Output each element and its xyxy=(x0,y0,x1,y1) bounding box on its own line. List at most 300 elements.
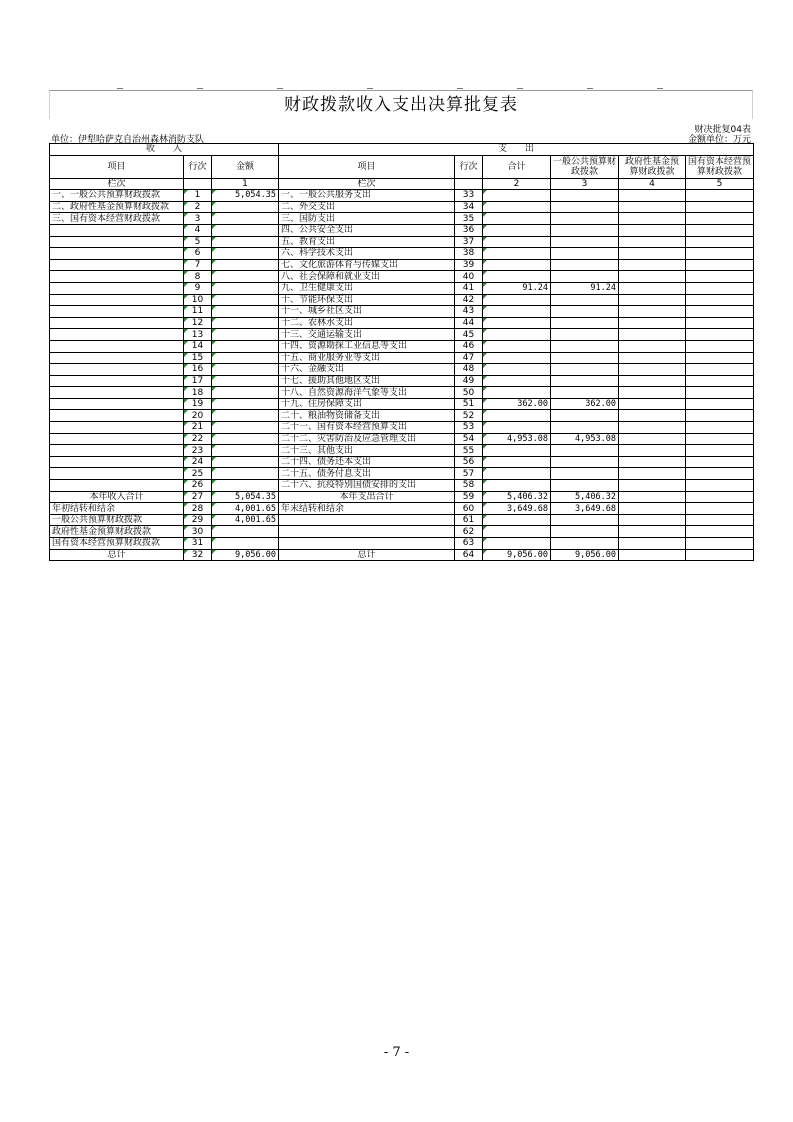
table-row xyxy=(50,340,754,352)
income-item-cell xyxy=(50,236,184,248)
general-budget-cell xyxy=(551,410,619,422)
expense-rowno-cell: 36 xyxy=(455,224,483,236)
income-group-header: 收 入 xyxy=(50,144,279,156)
expense-rowno-cell: 37 xyxy=(455,236,483,248)
table-row xyxy=(50,306,754,318)
income-rowno-cell: 31 xyxy=(184,538,212,550)
expense-total-cell xyxy=(483,445,551,457)
info-bar xyxy=(49,119,753,143)
state-capital-header: 国有资本经营预算财政拨款 xyxy=(686,155,754,178)
state-capital-cell xyxy=(686,514,754,526)
general-budget-cell xyxy=(551,329,619,341)
state-capital-cell xyxy=(686,387,754,399)
expense-item-cell: 年末结转和结余 xyxy=(279,503,455,515)
income-rowno-cell: 13 xyxy=(184,329,212,341)
col-empty xyxy=(455,178,483,190)
state-capital-cell xyxy=(686,248,754,260)
state-capital-cell xyxy=(686,329,754,341)
expense-total-cell xyxy=(483,538,551,550)
income-item-cell: 一般公共预算财政拨款 xyxy=(50,514,184,526)
expense-rowno-cell: 44 xyxy=(455,317,483,329)
income-rowno-cell: 18 xyxy=(184,387,212,399)
state-capital-cell xyxy=(686,224,754,236)
income-amount-cell xyxy=(212,422,279,434)
income-rowno-cell: 23 xyxy=(184,445,212,457)
general-budget-cell xyxy=(551,352,619,364)
general-budget-cell xyxy=(551,340,619,352)
income-amount-cell: 5,054.35 xyxy=(212,190,279,202)
expense-total-cell xyxy=(483,259,551,271)
income-amount-cell xyxy=(212,236,279,248)
income-item-cell: 国有资本经营预算财政拨款 xyxy=(50,538,184,550)
expense-item-cell: 九、卫生健康支出 xyxy=(279,282,455,294)
income-amount-cell xyxy=(212,480,279,492)
gov-fund-cell xyxy=(619,433,686,445)
income-rowno-cell: 30 xyxy=(184,526,212,538)
expense-total-cell xyxy=(483,352,551,364)
state-capital-cell xyxy=(686,468,754,480)
expense-total-header: 合计 xyxy=(483,155,551,178)
general-budget-header: 一般公共预算财政拨款 xyxy=(551,155,619,178)
col-label-expense: 栏次 xyxy=(279,178,455,190)
general-budget-cell: 91.24 xyxy=(551,282,619,294)
income-amount-cell xyxy=(212,213,279,225)
income-item-cell: 二、政府性基金预算财政拨款 xyxy=(50,201,184,213)
income-amount-cell xyxy=(212,398,279,410)
expense-item-cell: 十二、农林水支出 xyxy=(279,317,455,329)
table-row xyxy=(50,190,754,202)
col-number-4: 4 xyxy=(619,178,686,190)
income-rowno-cell: 22 xyxy=(184,433,212,445)
gov-fund-cell xyxy=(619,317,686,329)
general-budget-cell xyxy=(551,236,619,248)
income-rowno-cell: 28 xyxy=(184,503,212,515)
income-amount-cell xyxy=(212,456,279,468)
expense-rowno-cell: 35 xyxy=(455,213,483,225)
table-row xyxy=(50,213,754,225)
income-rowno-cell: 8 xyxy=(184,271,212,283)
expense-item-cell: 二十二、灾害防治及应急管理支出 xyxy=(279,433,455,445)
expense-rowno-cell: 48 xyxy=(455,364,483,376)
income-item-header: 项目 xyxy=(50,155,184,178)
income-item-cell xyxy=(50,398,184,410)
expense-total-cell xyxy=(483,364,551,376)
table-row xyxy=(50,491,754,503)
expense-rowno-cell: 59 xyxy=(455,491,483,503)
gov-fund-cell xyxy=(619,398,686,410)
expense-item-cell: 三、国防支出 xyxy=(279,213,455,225)
expense-item-cell: 五、教育支出 xyxy=(279,236,455,248)
income-rowno-cell: 5 xyxy=(184,236,212,248)
income-item-cell xyxy=(50,375,184,387)
general-budget-cell xyxy=(551,271,619,283)
expense-total-cell: 91.24 xyxy=(483,282,551,294)
table-row xyxy=(50,236,754,248)
table-row xyxy=(50,271,754,283)
income-rowno-cell: 16 xyxy=(184,364,212,376)
state-capital-cell xyxy=(686,480,754,492)
expense-item-cell: 六、科学技术支出 xyxy=(279,248,455,260)
gov-fund-cell xyxy=(619,422,686,434)
expense-item-cell: 二十一、国有资本经营预算支出 xyxy=(279,422,455,434)
table-row xyxy=(50,514,754,526)
expense-total-cell xyxy=(483,224,551,236)
income-item-cell: 本年收入合计 xyxy=(50,491,184,503)
gov-fund-cell xyxy=(619,503,686,515)
income-item-cell: 总计 xyxy=(50,549,184,561)
expense-total-cell xyxy=(483,468,551,480)
state-capital-cell xyxy=(686,294,754,306)
income-amount-cell: 4,001.65 xyxy=(212,514,279,526)
income-amount-cell xyxy=(212,538,279,550)
income-rowno-cell: 29 xyxy=(184,514,212,526)
expense-rowno-cell: 57 xyxy=(455,468,483,480)
table-row xyxy=(50,282,754,294)
income-rowno-cell: 15 xyxy=(184,352,212,364)
income-rowno-cell: 7 xyxy=(184,259,212,271)
income-amount-header: 金额 xyxy=(212,155,279,178)
expense-rowno-cell: 34 xyxy=(455,201,483,213)
table-row xyxy=(50,352,754,364)
income-item-cell xyxy=(50,224,184,236)
state-capital-cell xyxy=(686,491,754,503)
expense-item-cell: 十三、交通运输支出 xyxy=(279,329,455,341)
general-budget-cell xyxy=(551,422,619,434)
general-budget-cell xyxy=(551,538,619,550)
income-amount-cell xyxy=(212,329,279,341)
income-rowno-cell: 9 xyxy=(184,282,212,294)
state-capital-cell xyxy=(686,410,754,422)
income-amount-cell xyxy=(212,282,279,294)
expense-total-cell xyxy=(483,248,551,260)
general-budget-cell: 4,953.08 xyxy=(551,433,619,445)
expense-rowno-cell: 52 xyxy=(455,410,483,422)
expense-total-cell: 362.00 xyxy=(483,398,551,410)
table-row xyxy=(50,224,754,236)
gov-fund-cell xyxy=(619,271,686,283)
gov-fund-cell xyxy=(619,375,686,387)
expense-rowno-cell: 54 xyxy=(455,433,483,445)
income-rowno-cell: 17 xyxy=(184,375,212,387)
general-budget-cell xyxy=(551,259,619,271)
income-rowno-cell: 27 xyxy=(184,491,212,503)
income-rowno-cell: 24 xyxy=(184,456,212,468)
table-row xyxy=(50,329,754,341)
state-capital-cell xyxy=(686,259,754,271)
income-rowno-cell: 3 xyxy=(184,213,212,225)
col-number-2: 2 xyxy=(483,178,551,190)
expense-total-cell xyxy=(483,387,551,399)
expense-rowno-cell: 42 xyxy=(455,294,483,306)
income-amount-cell xyxy=(212,201,279,213)
general-budget-cell xyxy=(551,224,619,236)
expense-item-cell: 二十六、抗疫特别国债安排的支出 xyxy=(279,480,455,492)
expense-total-cell xyxy=(483,340,551,352)
column-header-row xyxy=(50,155,754,178)
expense-item-cell: 十四、资源勘探工业信息等支出 xyxy=(279,340,455,352)
income-item-cell xyxy=(50,282,184,294)
expense-item-cell: 二十三、其他支出 xyxy=(279,445,455,457)
table-row xyxy=(50,398,754,410)
expense-total-cell: 9,056.00 xyxy=(483,549,551,561)
expense-rowno-cell: 45 xyxy=(455,329,483,341)
gov-fund-cell xyxy=(619,201,686,213)
expense-rowno-cell: 33 xyxy=(455,190,483,202)
income-rowno-cell: 4 xyxy=(184,224,212,236)
general-budget-cell: 9,056.00 xyxy=(551,549,619,561)
col-number-1: 1 xyxy=(212,178,279,190)
gov-fund-cell xyxy=(619,526,686,538)
state-capital-cell xyxy=(686,503,754,515)
expense-item-cell: 十一、城乡社区支出 xyxy=(279,306,455,318)
income-amount-cell xyxy=(212,445,279,457)
table-code: 财决批复04表 xyxy=(694,125,751,135)
state-capital-cell xyxy=(686,271,754,283)
expense-item-cell: 十五、商业服务业等支出 xyxy=(279,352,455,364)
gov-fund-cell xyxy=(619,294,686,306)
income-amount-cell xyxy=(212,433,279,445)
income-item-cell xyxy=(50,445,184,457)
table-row xyxy=(50,294,754,306)
col-empty xyxy=(184,178,212,190)
expense-total-cell xyxy=(483,306,551,318)
income-rowno-cell: 21 xyxy=(184,422,212,434)
gov-fund-cell xyxy=(619,236,686,248)
gov-fund-cell xyxy=(619,352,686,364)
general-budget-cell xyxy=(551,387,619,399)
expense-rowno-cell: 62 xyxy=(455,526,483,538)
table-row xyxy=(50,422,754,434)
gov-fund-header: 政府性基金预算财政拨款 xyxy=(619,155,686,178)
expense-item-cell: 二、外交支出 xyxy=(279,201,455,213)
general-budget-cell xyxy=(551,468,619,480)
income-amount-cell xyxy=(212,259,279,271)
general-budget-cell xyxy=(551,445,619,457)
expense-total-cell xyxy=(483,422,551,434)
income-amount-cell xyxy=(212,387,279,399)
income-item-cell xyxy=(50,248,184,260)
income-item-cell xyxy=(50,468,184,480)
general-budget-cell xyxy=(551,514,619,526)
report-title: 财政拨款收入支出决算批复表 xyxy=(49,90,753,119)
expense-rowno-cell: 51 xyxy=(455,398,483,410)
expense-rowno-cell: 55 xyxy=(455,445,483,457)
income-rowno-cell: 11 xyxy=(184,306,212,318)
group-header-row xyxy=(50,144,754,156)
table-row xyxy=(50,526,754,538)
state-capital-cell xyxy=(686,352,754,364)
general-budget-cell xyxy=(551,526,619,538)
general-budget-cell xyxy=(551,190,619,202)
expense-item-cell: 十七、援助其他地区支出 xyxy=(279,375,455,387)
income-amount-cell: 4,001.65 xyxy=(212,503,279,515)
income-amount-cell xyxy=(212,364,279,376)
income-item-cell xyxy=(50,456,184,468)
expense-total-cell xyxy=(483,213,551,225)
income-item-cell xyxy=(50,364,184,376)
gov-fund-cell xyxy=(619,248,686,260)
table-row xyxy=(50,387,754,399)
state-capital-cell xyxy=(686,213,754,225)
income-amount-cell xyxy=(212,375,279,387)
expense-rowno-cell: 56 xyxy=(455,456,483,468)
state-capital-cell xyxy=(686,538,754,550)
income-rowno-cell: 10 xyxy=(184,294,212,306)
state-capital-cell xyxy=(686,549,754,561)
expense-rowno-cell: 61 xyxy=(455,514,483,526)
general-budget-cell xyxy=(551,248,619,260)
state-capital-cell xyxy=(686,526,754,538)
expense-total-cell xyxy=(483,375,551,387)
table-row xyxy=(50,201,754,213)
expense-rowno-cell: 38 xyxy=(455,248,483,260)
gov-fund-cell xyxy=(619,549,686,561)
table-row xyxy=(50,468,754,480)
expense-item-cell: 七、文化旅游体育与传媒支出 xyxy=(279,259,455,271)
state-capital-cell xyxy=(686,282,754,294)
income-amount-cell xyxy=(212,224,279,236)
expense-total-cell xyxy=(483,201,551,213)
income-item-cell: 年初结转和结余 xyxy=(50,503,184,515)
income-amount-cell xyxy=(212,271,279,283)
income-rowno-cell: 1 xyxy=(184,190,212,202)
income-amount-cell xyxy=(212,306,279,318)
expense-total-cell xyxy=(483,190,551,202)
gov-fund-cell xyxy=(619,224,686,236)
expense-item-cell: 四、公共安全支出 xyxy=(279,224,455,236)
expense-rowno-cell: 40 xyxy=(455,271,483,283)
expense-rowno-cell: 43 xyxy=(455,306,483,318)
general-budget-cell xyxy=(551,456,619,468)
unit-label: 单位：伊犁哈萨克自治州森林消防支队 xyxy=(51,135,205,145)
gov-fund-cell xyxy=(619,364,686,376)
table-row xyxy=(50,480,754,492)
expense-item-cell xyxy=(279,514,455,526)
table-row xyxy=(50,503,754,515)
gov-fund-cell xyxy=(619,491,686,503)
gov-fund-cell xyxy=(619,190,686,202)
income-rowno-cell: 14 xyxy=(184,340,212,352)
state-capital-cell xyxy=(686,306,754,318)
income-rowno-cell: 6 xyxy=(184,248,212,260)
gov-fund-cell xyxy=(619,468,686,480)
income-rowno-cell: 2 xyxy=(184,201,212,213)
money-unit: 金额单位：万元 xyxy=(687,135,751,145)
col-number-3: 3 xyxy=(551,178,619,190)
general-budget-cell: 5,406.32 xyxy=(551,491,619,503)
income-amount-cell xyxy=(212,317,279,329)
income-rowno-cell: 32 xyxy=(184,549,212,561)
general-budget-cell: 3,649.68 xyxy=(551,503,619,515)
column-number-row xyxy=(50,178,754,190)
expense-rowno-cell: 50 xyxy=(455,387,483,399)
income-rowno-cell: 25 xyxy=(184,468,212,480)
expense-item-cell: 十、节能环保支出 xyxy=(279,294,455,306)
income-amount-cell xyxy=(212,294,279,306)
income-item-cell: 政府性基金预算财政拨款 xyxy=(50,526,184,538)
income-amount-cell: 9,056.00 xyxy=(212,549,279,561)
table-row xyxy=(50,410,754,422)
expense-item-cell: 二十四、债务还本支出 xyxy=(279,456,455,468)
expense-total-cell xyxy=(483,526,551,538)
expense-group-header: 支 出 xyxy=(279,144,754,156)
expense-total-cell: 4,953.08 xyxy=(483,433,551,445)
gov-fund-cell xyxy=(619,514,686,526)
income-amount-cell xyxy=(212,410,279,422)
expense-total-cell xyxy=(483,329,551,341)
expense-total-cell: 5,406.32 xyxy=(483,491,551,503)
table-row xyxy=(50,248,754,260)
income-item-cell xyxy=(50,340,184,352)
expense-item-cell: 十九、住房保障支出 xyxy=(279,398,455,410)
table-row xyxy=(50,538,754,550)
expense-rowno-cell: 41 xyxy=(455,282,483,294)
expense-rowno-cell: 49 xyxy=(455,375,483,387)
expense-item-cell: 一、一般公共服务支出 xyxy=(279,190,455,202)
income-item-cell xyxy=(50,317,184,329)
expense-total-cell: 3,649.68 xyxy=(483,503,551,515)
expense-rowno-cell: 47 xyxy=(455,352,483,364)
table-row xyxy=(50,364,754,376)
gov-fund-cell xyxy=(619,410,686,422)
report-sheet xyxy=(49,90,753,561)
expense-item-cell xyxy=(279,526,455,538)
expense-total-cell xyxy=(483,456,551,468)
table-row xyxy=(50,375,754,387)
general-budget-cell xyxy=(551,213,619,225)
income-item-cell xyxy=(50,422,184,434)
table-row xyxy=(50,456,754,468)
general-budget-cell xyxy=(551,306,619,318)
income-item-cell xyxy=(50,433,184,445)
expense-item-cell: 十六、金融支出 xyxy=(279,364,455,376)
income-item-cell xyxy=(50,259,184,271)
gov-fund-cell xyxy=(619,259,686,271)
income-item-cell xyxy=(50,294,184,306)
state-capital-cell xyxy=(686,317,754,329)
income-amount-cell: 5,054.35 xyxy=(212,491,279,503)
expense-item-cell xyxy=(279,538,455,550)
general-budget-cell: 362.00 xyxy=(551,398,619,410)
expense-item-cell: 十八、自然资源海洋气象等支出 xyxy=(279,387,455,399)
income-item-cell xyxy=(50,352,184,364)
expense-item-cell: 八、社会保障和就业支出 xyxy=(279,271,455,283)
col-number-5: 5 xyxy=(686,178,754,190)
gov-fund-cell xyxy=(619,387,686,399)
income-rowno-header: 行次 xyxy=(184,155,212,178)
expense-rowno-header: 行次 xyxy=(455,155,483,178)
expense-total-cell xyxy=(483,271,551,283)
income-rowno-cell: 12 xyxy=(184,317,212,329)
gov-fund-cell xyxy=(619,538,686,550)
gov-fund-cell xyxy=(619,445,686,457)
income-rowno-cell: 19 xyxy=(184,398,212,410)
gov-fund-cell xyxy=(619,480,686,492)
income-amount-cell xyxy=(212,248,279,260)
table-row xyxy=(50,259,754,271)
general-budget-cell xyxy=(551,317,619,329)
general-budget-cell xyxy=(551,480,619,492)
state-capital-cell xyxy=(686,201,754,213)
income-item-cell xyxy=(50,329,184,341)
gov-fund-cell xyxy=(619,282,686,294)
table-row xyxy=(50,317,754,329)
expense-total-cell xyxy=(483,480,551,492)
expense-total-cell xyxy=(483,236,551,248)
gov-fund-cell xyxy=(619,213,686,225)
expense-total-cell xyxy=(483,410,551,422)
state-capital-cell xyxy=(686,364,754,376)
